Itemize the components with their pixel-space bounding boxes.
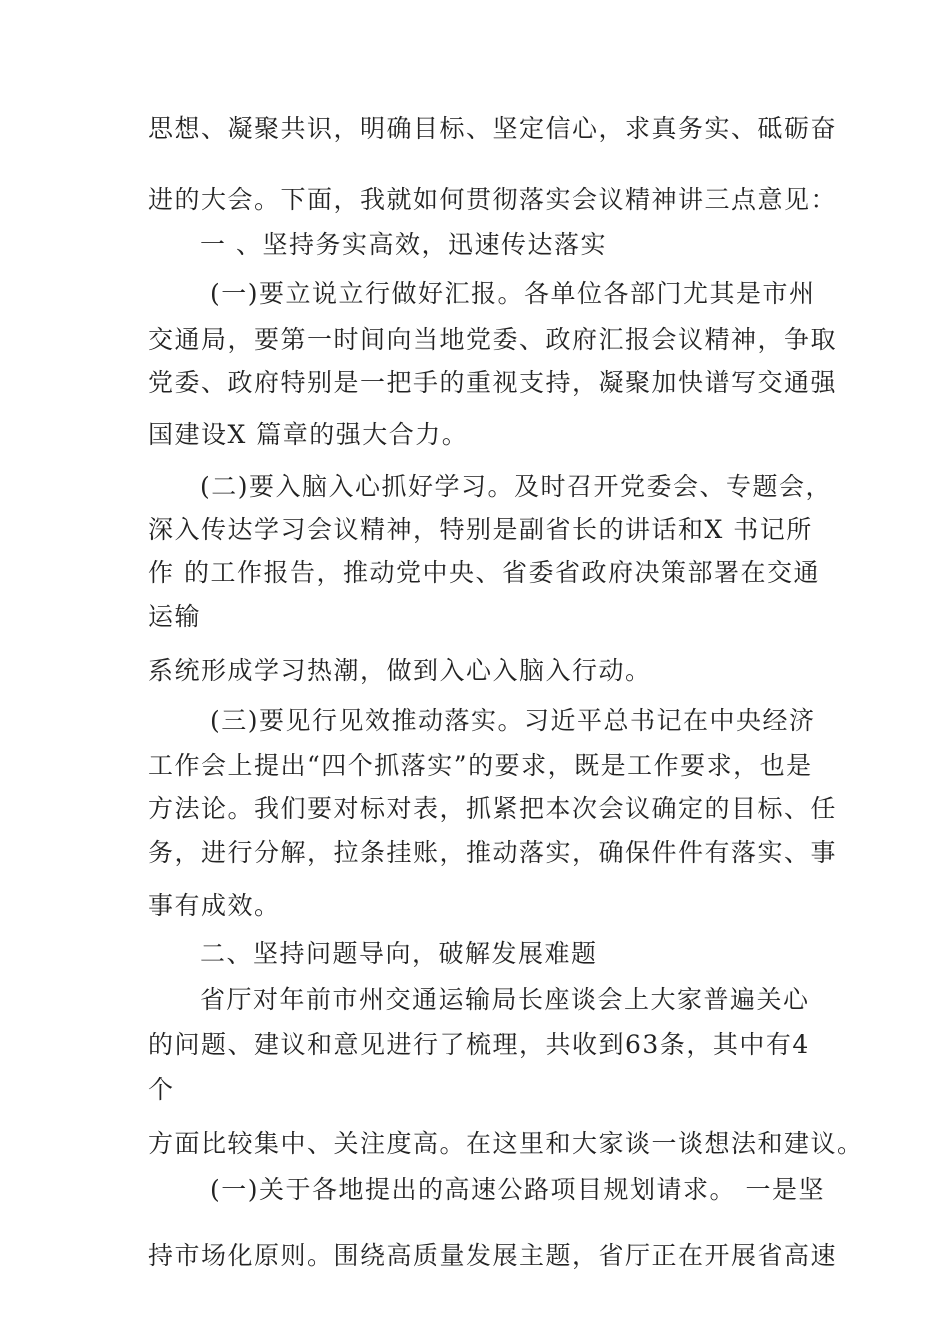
text-line: (一)关于各地提出的高速公路项目规划请求。 一是坚 xyxy=(210,1175,825,1204)
text-line: 工作会上提出“四个抓落实”的要求，既是工作要求，也是 xyxy=(148,751,813,780)
text-line: (三)要见行见效推动落实。习近平总书记在中央经济 xyxy=(210,706,816,735)
text-line: 个 xyxy=(148,1075,175,1104)
text-line: 的问题、建议和意见进行了梳理，共收到63条，其中有4 xyxy=(148,1030,810,1059)
text-line: 思想、凝聚共识，明确目标、坚定信心，求真务实、砥砺奋 xyxy=(148,114,838,143)
text-line: 深入传达学习会议精神，特别是副省长的讲话和X 书记所 xyxy=(148,515,813,544)
text-line: 作 的工作报告，推动党中央、省委省政府决策部署在交通 xyxy=(148,558,820,587)
text-line: 持市场化原则。围绕高质量发展主题，省厅正在开展省高速 xyxy=(148,1241,838,1270)
text-line: (一)要立说立行做好汇报。各单位各部门尤其是市州 xyxy=(210,279,816,308)
text-line: 国建设Ⅹ 篇章的强大合力。 xyxy=(148,420,469,449)
text-line: 务，进行分解，拉条挂账，推动落实，确保件件有落实、事 xyxy=(148,838,838,867)
text-line: 方面比较集中、关注度高。在这里和大家谈一谈想法和建议。 xyxy=(148,1129,864,1158)
section-heading: 一 、坚持务实高效，迅速传达落实 xyxy=(200,230,607,259)
text-line: 方法论。我们要对标对表，抓紧把本次会议确定的目标、任 xyxy=(148,794,838,823)
section-heading: 二、坚持问题导向，破解发展难题 xyxy=(200,939,598,968)
text-line: 省厅对年前市州交通运输局长座谈会上大家普遍关心 xyxy=(200,985,810,1014)
text-line: 事有成效。 xyxy=(148,891,281,920)
text-line: 进的大会。下面，我就如何贯彻落实会议精神讲三点意见： xyxy=(148,185,838,214)
text-line: 运输 xyxy=(148,602,202,631)
text-line: 系统形成学习热潮，做到入心入脑入行动。 xyxy=(148,656,652,685)
text-line: 交通局，要第一时间向当地党委、政府汇报会议精神，争取 xyxy=(148,325,838,354)
text-line: 党委、政府特别是一把手的重视支持，凝聚加快谱写交通强 xyxy=(148,368,838,397)
text-line: (二)要入脑入心抓好学习。及时召开党委会、专题会， xyxy=(200,472,833,501)
